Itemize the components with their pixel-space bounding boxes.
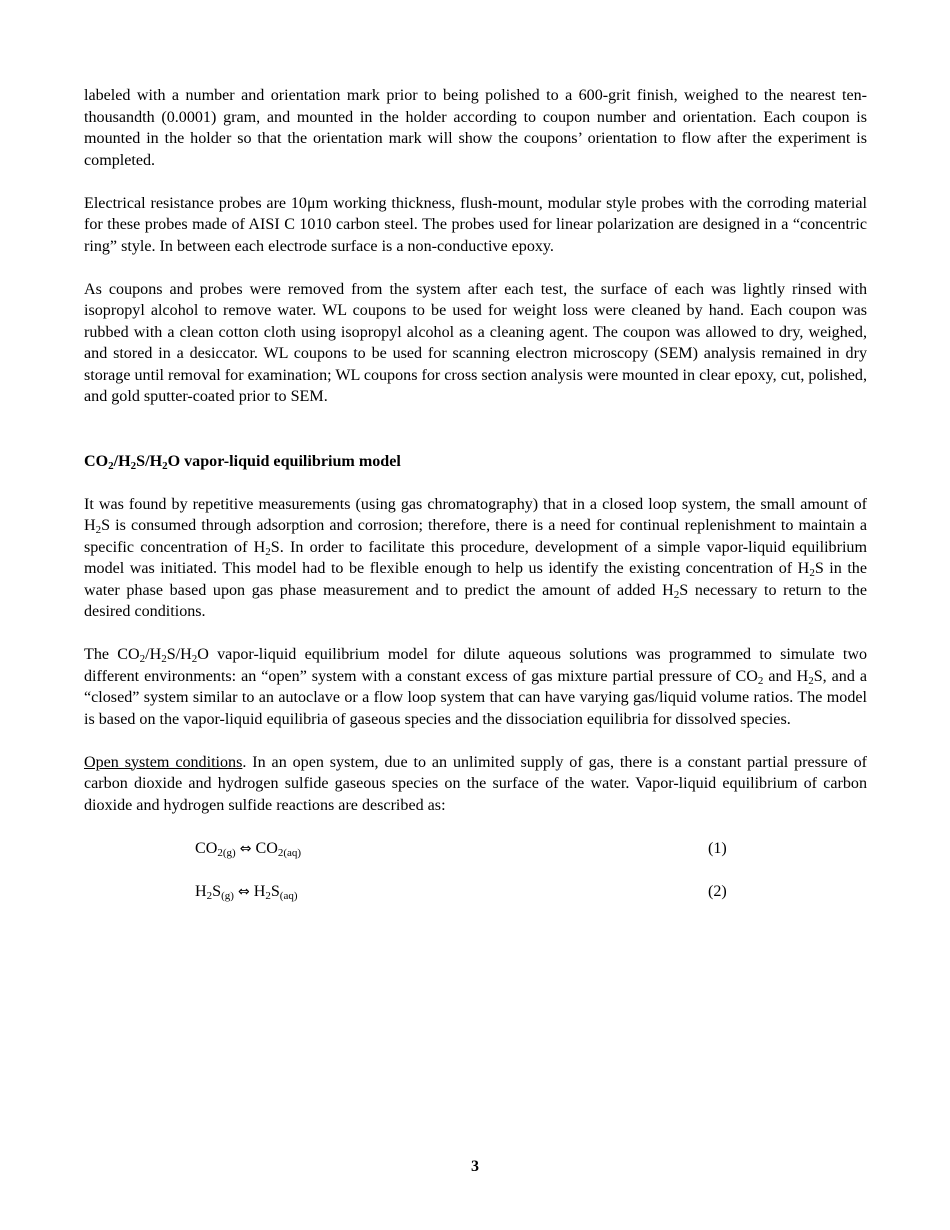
open-system-label: Open system conditions [84, 753, 243, 771]
equation-1 [84, 838, 867, 860]
paragraph-electrical-resistance-probes: Electrical resistance probes are 10μm working thickness, flush-mount, modular style probes with the corroding material for these probes made of AISI C 1010 carbon steel. The probes used for linear polarization are designed in a “concentric ring” style. In between each electrode surface is a non-conductive epoxy. [84, 194, 867, 255]
equation-1-expression: $CO_{2(g)}$ ⇔ $CO_{2(aq)}$ [195, 839, 302, 859]
equation-2-number: (2) [708, 882, 727, 900]
page-body [84, 85, 867, 902]
equilibrium-arrow-icon: ⇔ [239, 840, 252, 857]
paragraph-h2s-replenishment: It was found by repetitive measurements (using gas chromatography) that in a closed loop system, the small amount of $H_2S$ is consumed through adsorption and corrosion; therefore, there is a need for continual replenishment to maintain a specific concentration of $H_2S$. In order to facilitate this procedure, development of a simple vapor-liquid equilibrium model was initiated. This model had to be flexible enough to help us identify the existing concentration of $H_2S$ in the water phase based upon gas phase measurement and to predict the amount of added $H_2S$ necessary to return to the desired conditions. [84, 495, 868, 620]
paragraph-open-system-conditions: Open system conditions. In an open system, due to an unlimited supply of gas, there is a constant partial pressure of carbon dioxide and hydrogen sulfide gaseous species on the surface of the water. Vapor-liquid equilibrium of carbon dioxide and hydrogen sulfide reactions are described as: [84, 753, 867, 814]
page-number: 3 [471, 1158, 479, 1175]
paragraph-coupon-preparation: labeled with a number and orientation mark prior to being polished to a 600-grit finish, weighed to the nearest ten-thousandth (0.0001) gram, and mounted in the holder according to coupon number and orientation. Each coupon is mounted in the holder so that the orientation mark will show the coupons’ orientation to flow after the experiment is completed. [84, 87, 867, 169]
equation-1-number: (1) [708, 839, 727, 857]
equation-2-expression: $H_2S_{(g)}$ ⇔ $H_2S_{(aq)}$ [195, 882, 298, 902]
equilibrium-arrow-icon: ⇔ [237, 883, 250, 900]
paragraph-coupon-cleaning: As coupons and probes were removed from the system after each test, the surface of each was lightly rinsed with isopropyl alcohol to remove water. WL coupons to be used for weight loss were cleaned by hand. Each coupon was rubbed with a clean cotton cloth using isopropyl alcohol as a cleaning agent. The coupon was allowed to dry, weighed, and stored in a desiccator. WL coupons to be used for scanning electron microscopy (SEM) analysis remained in dry storage until removal for examination; WL coupons for cross section analysis were mounted in clear epoxy, cut, polished, and gold sputter-coated prior to SEM. [84, 280, 867, 405]
paragraph-model-description: The $CO_2/H_2S/H_2O$ vapor-liquid equilibrium model for dilute aqueous solutions was programmed to simulate two different environments: an “open” system with a constant excess of gas mixture partial pressure of $CO_2$ and $H_2S$, and a “closed” system similar to an autoclave or a flow loop system that can have varying gas/liquid volume ratios. The model is based on the vapor-liquid equilibria of gaseous species and the dissociation equilibria for dissolved species. [84, 646, 868, 728]
equation-2 [84, 881, 867, 903]
section-heading: $CO_2/H_2S/H_2O$ vapor-liquid equilibrium model [84, 452, 401, 472]
